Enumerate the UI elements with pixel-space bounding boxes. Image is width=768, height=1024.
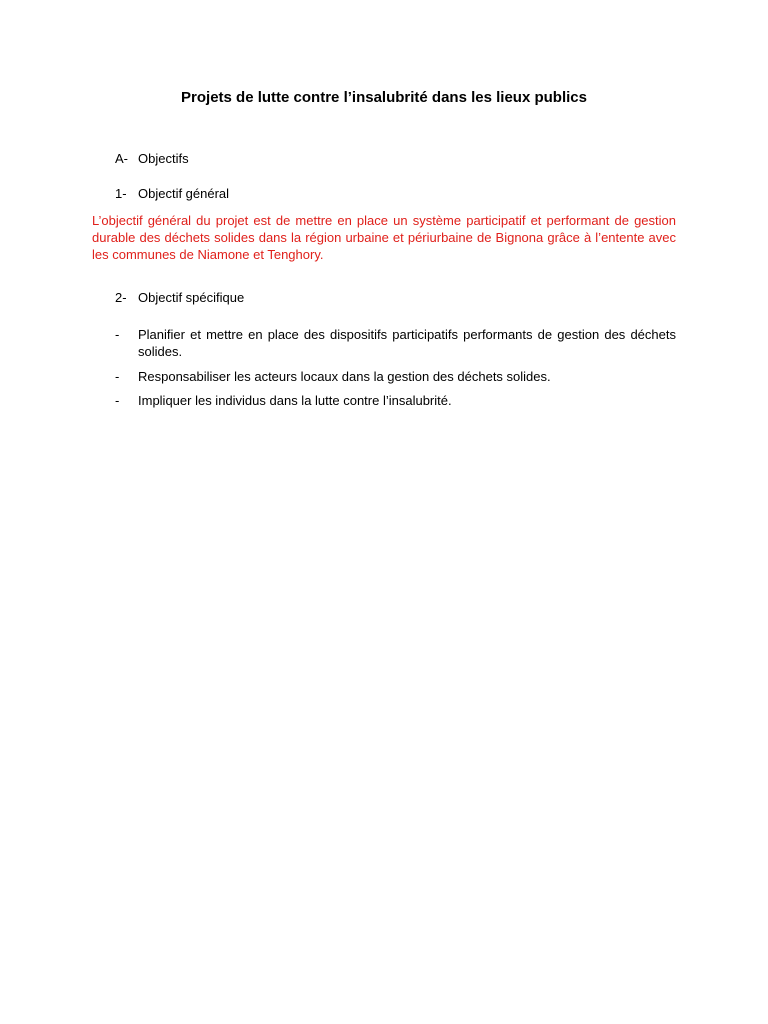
list-item-text: Planifier et mettre en place des dispositifs participatifs performants de gestion des déchets solides. (138, 327, 676, 359)
general-objective-paragraph: L’objectif général du projet est de mettre en place un système participatif et performant de gestion durable des déchets solides dans la région urbaine et périurbaine de Bignona grâce à l’entente avec les communes de Niamone et Tenghory. (92, 213, 676, 262)
section-label: Objectif spécifique (138, 290, 245, 305)
section-heading-objectif-specifique (115, 290, 244, 306)
section-label: Objectifs (138, 151, 189, 166)
section-marker: 2- (115, 290, 127, 305)
section-label: Objectif général (138, 186, 230, 201)
list-item (115, 392, 676, 409)
list-item-text: Impliquer les individus dans la lutte contre l’insalubrité. (138, 393, 452, 408)
section-marker: 1- (115, 186, 127, 201)
list-dash: - (115, 369, 120, 384)
list-item-text: Responsabiliser les acteurs locaux dans la gestion des déchets solides. (138, 369, 551, 384)
list-dash: - (115, 327, 120, 342)
page-title: Projets de lutte contre l’insalubrité dans les lieux publics (181, 89, 587, 106)
section-heading-objectifs (115, 151, 189, 167)
list-item (115, 326, 676, 360)
list-item (115, 368, 676, 385)
section-marker: A- (115, 151, 128, 166)
section-heading-objectif-general (115, 186, 229, 202)
list-dash: - (115, 393, 120, 408)
